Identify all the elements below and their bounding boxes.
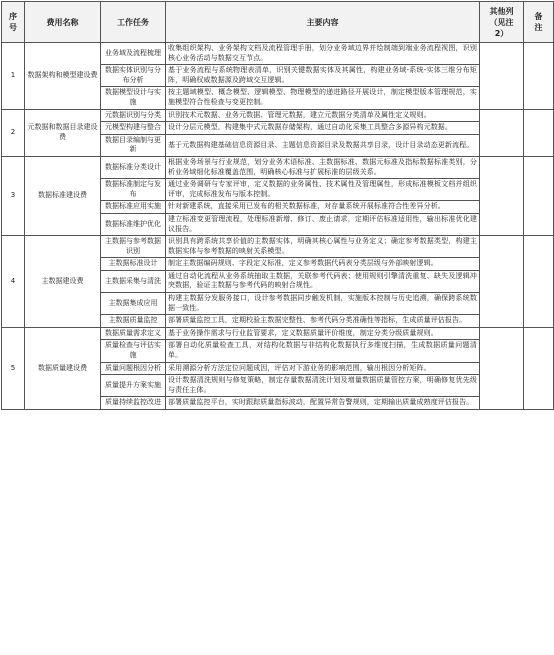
- main-content: 采用溯源分析方法定位问题成因，评估对下游业务的影响范围，输出根因分析矩阵。: [166, 362, 480, 375]
- main-content: 收集组织架构、业务架构文档及流程管理手册，划分业务域边界并绘制端到端业务流程视图，识别核心业务活动与数据交互节点。: [166, 43, 480, 65]
- main-content: 构建主数据分发服务接口，设计参考数据同步触发机制，实施版本控制与历史追溯，确保跨系统数据一致性。: [166, 293, 480, 315]
- work-task: 质量提升方案实施: [101, 375, 166, 397]
- table-row: [2, 43, 554, 65]
- fee-category: 数据质量建设费: [25, 327, 101, 409]
- main-content: 识别技术元数据、业务元数据、管理元数据，建立元数据分类清单及属性定义规则。: [166, 109, 480, 122]
- row-number: 2: [2, 109, 25, 156]
- header-no-line1: 序: [9, 12, 17, 21]
- header-other: [480, 2, 524, 43]
- header-other-line2: （见注: [489, 17, 514, 27]
- fee-category: 元数据和数据目录建设费: [25, 109, 101, 156]
- table-row: [2, 109, 554, 122]
- other-cell: [480, 156, 524, 235]
- work-task: 数据标准应用实施: [101, 201, 166, 214]
- work-task: 质量检查与评估实施: [101, 340, 166, 362]
- fee-category: 数据标准建设费: [25, 156, 101, 235]
- work-task: 主数据集成应用: [101, 293, 166, 315]
- main-content: 设计数据清洗规则与修复策略，制定存量数据清洗计划及增量数据质量管控方案，明确修复优先级与责任主体。: [166, 375, 480, 397]
- work-task: 元模型构建与整合: [101, 122, 166, 135]
- work-task: 数据实体识别与分布分析: [101, 65, 166, 87]
- other-cell: [480, 109, 524, 156]
- main-content: 识别具有跨系统共享价值的主数据实体，明确其核心属性与业务定义；确定参考数据类型，构建主数据实体与参考数据的映射关系模型。: [166, 236, 480, 258]
- header-category: 费用名称: [25, 2, 101, 43]
- work-task: 质量持续监控改进: [101, 397, 166, 410]
- header-other-line1: 其他列: [489, 6, 514, 16]
- table-row: [2, 156, 554, 178]
- work-task: 业务域及流程梳理: [101, 43, 166, 65]
- table-row: [2, 327, 554, 340]
- header-content: 主要内容: [166, 2, 480, 43]
- main-content: 按主题域模型、概念模型、逻辑模型、物理模型的递进路径开展设计，制定模型版本管理规范，实施模型符合性检查与变更控制。: [166, 87, 480, 109]
- remark-cell: [524, 43, 554, 110]
- main-content: 部署质量监控平台，实时跟踪质量指标波动，配置异常告警规则，定期输出质量成熟度评估报告。: [166, 397, 480, 410]
- other-cell: [480, 236, 524, 328]
- main-content: 通过业务调研与专家评审，定义数据的业务属性、技术属性及管理属性，形成标准模板文档并组织评审，完成标准发布与版本控制。: [166, 179, 480, 201]
- remark-cell: [524, 109, 554, 156]
- main-content: 基于业务操作需求与行业监管要求，定义数据质量评价维度，制定分类分级质量规则。: [166, 327, 480, 340]
- work-task: 元数据识别与分类: [101, 109, 166, 122]
- table-row: [2, 236, 554, 258]
- main-content: 建立标准变更管理流程，处理标准新增、修订、废止请求，定期评估标准适用性，输出标准优化建议报告。: [166, 213, 480, 235]
- header-other-line3: 2）: [494, 28, 509, 38]
- work-task: 质量问题根因分析: [101, 362, 166, 375]
- work-task: 数据模型设计与实施: [101, 87, 166, 109]
- header-remark-line1: 备: [534, 12, 543, 21]
- header-no-line2: 号: [9, 23, 17, 32]
- main-content: 制定主数据编码规则、字段定义标准，定义参考数据代码表分类层级与外部映射逻辑。: [166, 258, 480, 271]
- work-task: 主数据质量监控: [101, 315, 166, 328]
- work-task: 数据标准维护优化: [101, 213, 166, 235]
- remark-cell: [524, 327, 554, 409]
- fee-table: [1, 1, 554, 410]
- other-cell: [480, 43, 524, 110]
- work-task: 数据标准制定与发布: [101, 179, 166, 201]
- header-no: [2, 2, 25, 43]
- work-task: 数据质量需求定义: [101, 327, 166, 340]
- remark-cell: [524, 156, 554, 235]
- other-cell: [480, 327, 524, 409]
- header-task: 工作任务: [101, 2, 166, 43]
- main-content: 通过自动化流程从业务系统抽取主数据，关联参考代码表；使用规则引擎清洗重复、缺失及逻辑冲突数据，验证主数据与参考代码的映射合规性。: [166, 270, 480, 292]
- main-content: 基于业务流程与系统物理表清单，识别关键数据实体及其属性，构建业务域-系统-实体三维分布矩阵，明确权威数据源及跨域交互逻辑。: [166, 65, 480, 87]
- main-content: 基于元数据构建基础信息资源目录、主题信息资源目录及数据共享目录，设计目录动态更新流程。: [166, 134, 480, 156]
- fee-category: 主数据建设费: [25, 236, 101, 328]
- header-remark-line2: 注: [534, 23, 543, 32]
- work-task: 数据目录编制与更新: [101, 134, 166, 156]
- work-task: 主数据采集与清洗: [101, 270, 166, 292]
- main-content: 设计分层元模型，构建集中式元数据存储架构，通过自动化采集工具整合多源异构元数据。: [166, 122, 480, 135]
- main-content: 根据业务场景与行业规范，划分业务术语标准、主数据标准、数据元标准及指标数据标准类别，分析业务域细化标准覆盖范围，明确核心标准与扩展标准的层级关系。: [166, 156, 480, 178]
- main-content: 部署自动化质量检查工具，对结构化数据与非结构化数据执行多维度扫描，生成数据质量问题清单。: [166, 340, 480, 362]
- header-row: [2, 2, 554, 43]
- main-content: 针对新建系统，直接采用已发布的相关数据标准，对存量系统开展标准符合性差异分析。: [166, 201, 480, 214]
- row-number: 1: [2, 43, 25, 110]
- header-remark: [524, 2, 554, 43]
- row-number: 3: [2, 156, 25, 235]
- work-task: 数据标准分类设计: [101, 156, 166, 178]
- main-content: 部署质量监控工具，定期校验主数据完整性、参考代码分类准确性等指标，生成质量评估报告。: [166, 315, 480, 328]
- row-number: 4: [2, 236, 25, 328]
- work-task: 主数据标准设计: [101, 258, 166, 271]
- remark-cell: [524, 236, 554, 328]
- row-number: 5: [2, 327, 25, 409]
- work-task: 主数据与参考数据识别: [101, 236, 166, 258]
- fee-category: 数据架构和模型建设费: [25, 43, 101, 110]
